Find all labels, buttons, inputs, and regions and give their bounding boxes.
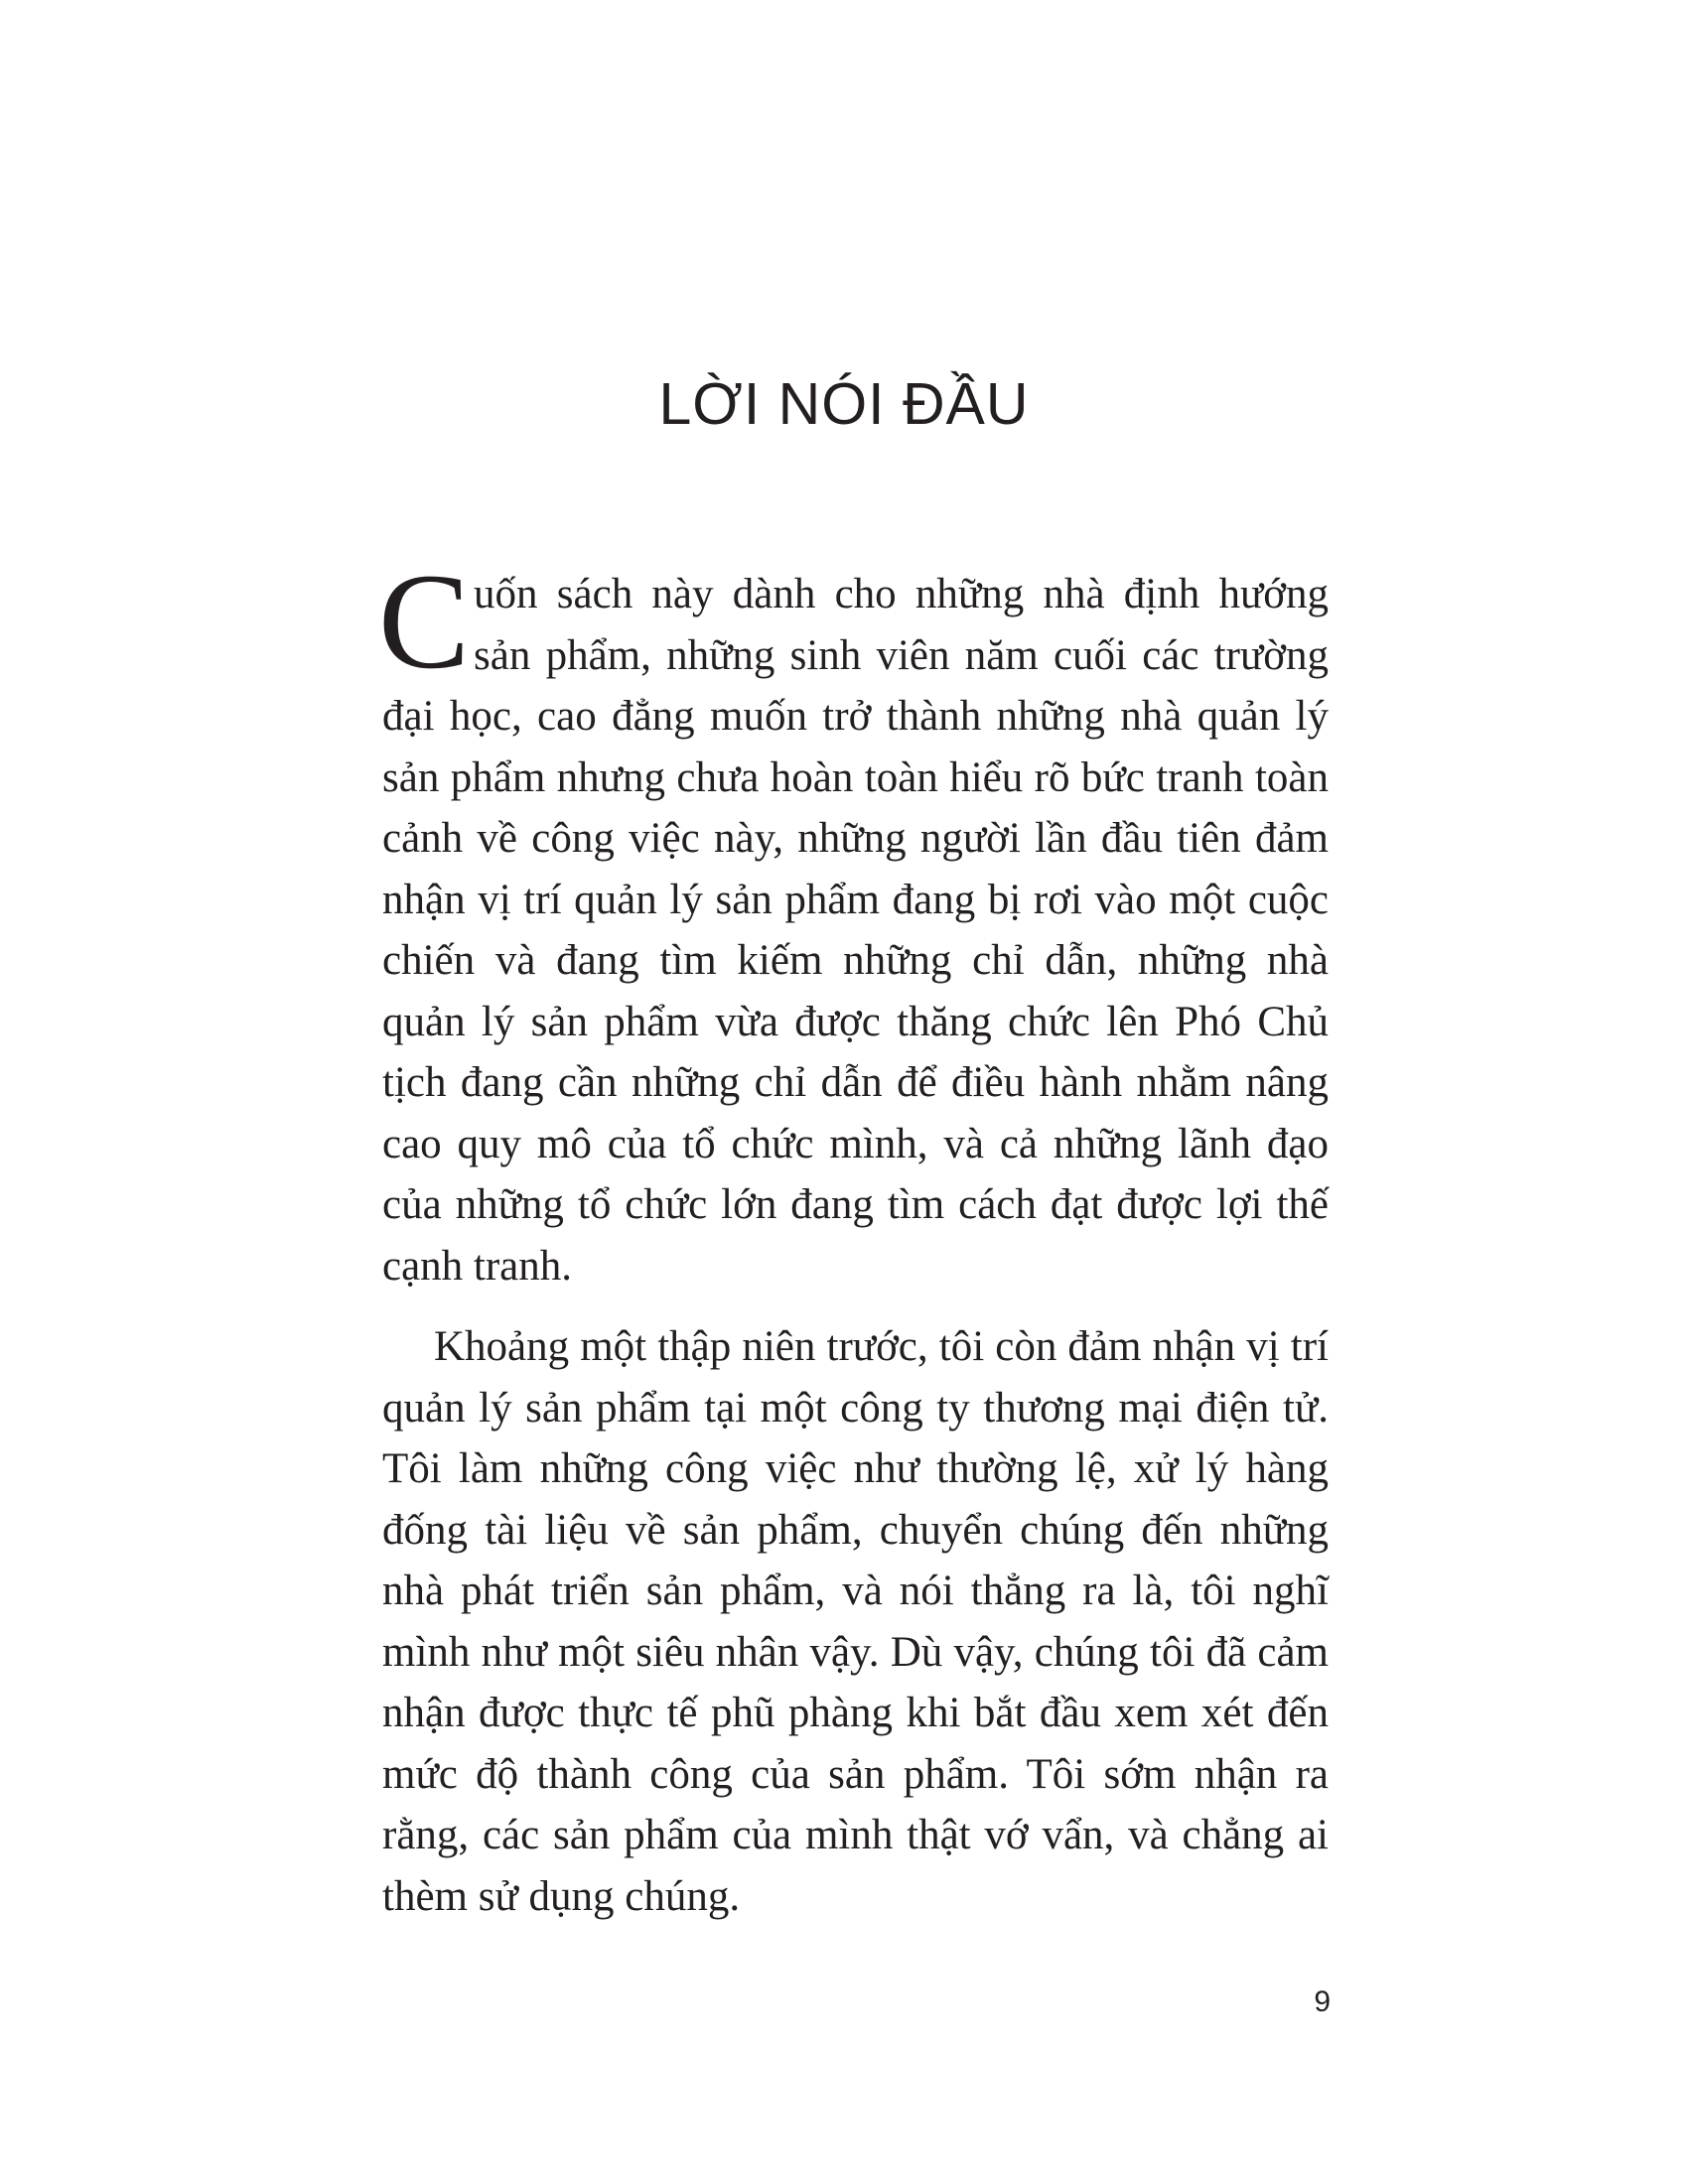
chapter-title: LỜI NÓI ĐẦU — [658, 371, 1030, 437]
paragraph-2: Khoảng một thập niên trước, tôi còn đảm nhận vị trí quản lý sản phẩm tại một công ty thương mại điện tử. Tôi làm những công việc như thường lệ, xử lý hàng đống tài liệu về sản phẩm, chuyển chúng đến những nhà phát triển sản phẩm, và nói thẳng ra là, tôi nghĩ mình như một siêu nhân vậy. Dù vậy, chúng tôi đã cảm nhận được thực tế phũ phàng khi bắt đầu xem xét đến mức độ thành công của sản phẩm. Tôi sớm nhận ra rằng, các sản phẩm của mình thật vớ vẩn, và chẳng ai thèm sử dụng chúng. — [382, 1323, 1329, 1920]
paragraph-1 — [378, 545, 1329, 1297]
paragraph-1-text: uốn sách này dành cho những nhà định hướng sản phẩm, những sinh viên năm cuối các trường đại học, cao đẳng muốn trở thành những nhà quản lý sản phẩm nhưng chưa hoàn toàn hiểu rõ bức tranh toàn cảnh về công việc này, những người lần đầu tiên đảm nhận vị trí quản lý sản phẩm đang bị rơi vào một cuộc chiến và đang tìm kiếm những chỉ dẫn, những nhà quản lý sản phẩm vừa được thăng chức lên Phó Chủ tịch đang cần những chỉ dẫn để điều hành nhằm nâng cao quy mô của tổ chức mình, và cả những lãnh đạo của những tổ chức lớn đang tìm cách đạt được lợi thế cạnh tranh. — [382, 571, 1329, 1290]
page-number: 9 — [1314, 1985, 1331, 2018]
drop-cap: C — [378, 545, 471, 697]
body-text — [378, 545, 1329, 1927]
